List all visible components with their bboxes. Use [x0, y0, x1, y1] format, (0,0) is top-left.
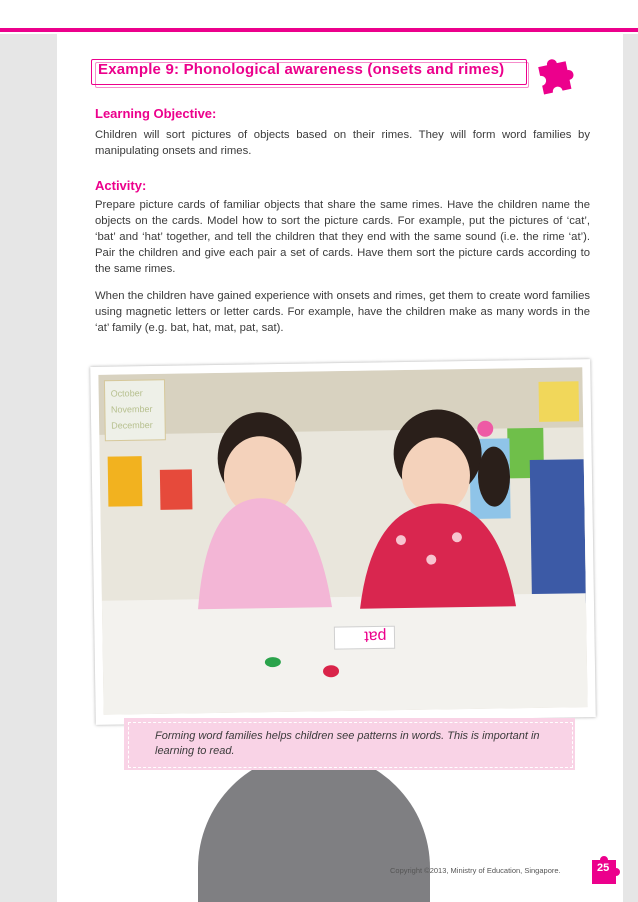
page-title: Example 9: Phonological awareness (onsets and rimes) [98, 61, 505, 78]
calendar-word: December [111, 419, 153, 431]
page-number: 25 [597, 862, 610, 874]
classroom-photo [98, 367, 587, 715]
activity-heading: Activity: [95, 178, 147, 193]
calendar-word: October [110, 388, 143, 399]
puzzle-piece-icon [532, 52, 576, 96]
letter-card-text: pat [364, 627, 387, 645]
photo-illustration [98, 367, 587, 715]
photo-caption: Forming word families helps children see patterns in words. This is important in learning to read. [155, 730, 540, 757]
copyright-footer: Copyright ©2013, Ministry of Education, Singapore. [390, 866, 561, 875]
learning-objective-heading: Learning Objective: [95, 106, 217, 121]
activity-paragraph-1: Prepare picture cards of familiar objects that share the same rimes. Have the children name the objects on the cards. Model how to sort the picture cards. For example, put the pictures of ‘cat’, ‘bat’ and ‘hat’ together, and tell the children that they end with the same sound (i.e. the rime ‘at’). Pair the children and give each pair a set of cards. Have them sort the picture cards according to the same rimes. [95, 199, 590, 275]
top-accent-line [0, 28, 638, 32]
classroom-photo-frame [90, 359, 596, 725]
activity-paragraph-2: When the children have gained experience with onsets and rimes, get them to create word families using magnetic letters or letter cards. For example, have the children make as many words in the ‘at’ family (e.g. bat, hat, mat, pat, sat). [95, 290, 590, 334]
learning-objective-text: Children will sort pictures of objects based on their rimes. They will form word families by manipulating onsets and rimes. [95, 129, 590, 157]
calendar-word: November [110, 403, 153, 415]
